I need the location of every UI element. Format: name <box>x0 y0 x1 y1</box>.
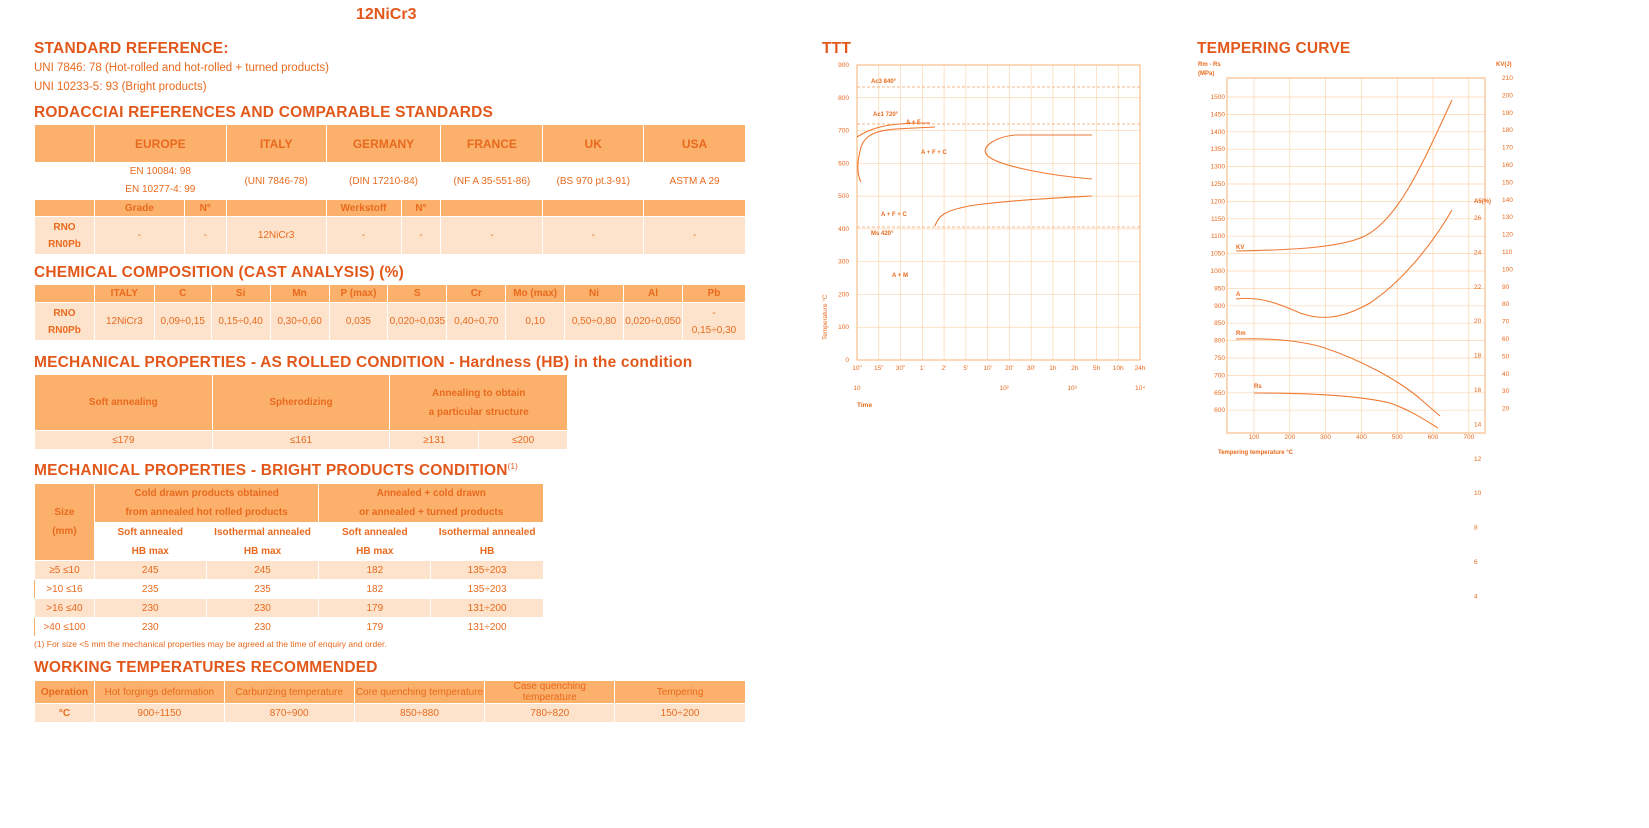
chem-col-s: S <box>388 285 447 303</box>
standard-line-1: UNI 7846: 78 (Hot-rolled and hot-rolled + turned products) <box>34 62 330 74</box>
ttt-ytick: 600 <box>838 160 849 168</box>
rolled-val-spher: ≤161 <box>212 431 390 450</box>
ttt-ylabel: Temperature °C <box>822 294 829 340</box>
sub-n2: N° <box>401 200 441 217</box>
temper-kv-tick: 160 <box>1502 162 1513 169</box>
temper-left-tick: 1300 <box>1210 163 1225 171</box>
ttt-afc2: A + F + C <box>881 212 907 218</box>
working-col-temper: Tempering <box>615 681 746 704</box>
temper-left-tick: 1450 <box>1210 111 1225 119</box>
ttt-heading: TTT <box>822 40 852 57</box>
temper-left-tick: 1000 <box>1210 268 1225 275</box>
working-val-temper: 150÷200 <box>615 704 746 723</box>
country-italy: ITALY <box>226 125 326 163</box>
ttt-af: A + F <box>906 120 921 126</box>
ttt-xtick: 30" <box>895 365 906 372</box>
chem-val-mo: 0,10 <box>506 303 565 341</box>
temper-x-tick: 300 <box>1320 434 1332 441</box>
temper-kv-tick: 70 <box>1502 318 1510 326</box>
temper-left-tick: 1250 <box>1210 181 1225 188</box>
ttt-am: A + M <box>892 273 908 279</box>
ref-uk: - <box>543 217 644 255</box>
bright-col-soft-2: Soft annealed <box>319 523 431 542</box>
temper-kv-tick: 60 <box>1502 336 1510 343</box>
ref-france: - <box>441 217 543 255</box>
country-europe: EUROPE <box>94 125 226 163</box>
temper-kv-tick: 210 <box>1502 75 1513 82</box>
doc-title: 12NiCr3 <box>356 6 417 23</box>
ttt-xtick: 30' <box>1026 365 1036 372</box>
temper-left-label: Rm - Rs <box>1198 62 1221 68</box>
ref-usa: - <box>644 217 746 255</box>
temper-a-tick: 20 <box>1474 318 1482 326</box>
temper-left-tick: 900 <box>1214 302 1225 310</box>
ttt-xtick: 10' <box>983 365 992 372</box>
refs-heading: RODACCIAI REFERENCES AND COMPARABLE STANDARDS <box>34 104 494 121</box>
chem-row-rno: RNO <box>53 307 76 319</box>
temper-left-tick: 1150 <box>1211 215 1225 223</box>
temper-kv-tick: 30 <box>1502 388 1510 396</box>
bright-unit-1: HB max <box>94 542 206 561</box>
standard-heading: STANDARD REFERENCE: <box>34 40 229 57</box>
temper-right-label: KV(J) <box>1496 62 1512 68</box>
temper-kv-tick: 50 <box>1502 353 1510 361</box>
bright-footnote: (1) For size <5 mm the mechanical properties may be agreed at the time of enquiry and order. <box>34 639 387 649</box>
chem-val-si: 0,15÷0,40 <box>211 303 270 341</box>
mech-rolled-heading: MECHANICAL PROPERTIES - AS ROLLED CONDITION - Hardness (HB) in the condition <box>34 354 693 371</box>
ttt-xtick: 1h <box>1049 365 1057 372</box>
ttt-ytick: 300 <box>838 258 849 266</box>
country-france: FRANCE <box>441 125 543 163</box>
temper-kv-tick: 80 <box>1502 301 1510 309</box>
temper-kv-tick: 170 <box>1502 144 1513 152</box>
ttt-xtick-exp: 10⁴ <box>1134 385 1146 392</box>
temper-left-tick: 950 <box>1214 285 1225 293</box>
ref-row-rno: RNO <box>53 221 76 233</box>
ttt-xtick: 15" <box>873 365 884 372</box>
temper-kv-tick: 190 <box>1502 109 1513 117</box>
working-heading: WORKING TEMPERATURES RECOMMENDED <box>34 659 378 676</box>
bright-cold-1: Cold drawn products obtained <box>134 488 279 499</box>
ttt-ytick: 100 <box>838 324 849 332</box>
working-col-case: Case quenching temperature <box>485 681 615 704</box>
temper-left-tick: 650 <box>1214 389 1225 397</box>
chem-col-al: Al <box>624 285 683 303</box>
ttt-xtick: 2h <box>1071 365 1079 372</box>
chem-val-s: 0,020÷0,035 <box>388 303 447 341</box>
temper-a-tick: 6 <box>1474 559 1478 566</box>
bright-unit-2: HB max <box>206 542 319 561</box>
temper-diagram <box>1190 58 1530 601</box>
working-col-carb: Carburizing temperature <box>224 681 354 704</box>
std-italy: (UNI 7846-78) <box>226 163 326 200</box>
temper-a-tick: 22 <box>1474 283 1482 291</box>
ttt-xlabel: Time <box>857 402 873 409</box>
country-uk: UK <box>543 125 644 163</box>
ttt-ac3: Ac3 840° <box>871 79 897 85</box>
sub-grade: Grade <box>94 200 184 217</box>
rolled-col-spher: Spherodizing <box>212 375 390 431</box>
temper-a-tick: 26 <box>1474 215 1482 222</box>
ttt-xtick: 24h <box>1134 365 1146 372</box>
temper-x-tick: 700 <box>1463 434 1475 441</box>
ttt-xtick-exp: 10 <box>853 385 861 392</box>
ttt-ytick: 400 <box>838 225 849 233</box>
temper-kv-tick: 20 <box>1502 405 1510 413</box>
ttt-ac1: Ac1 720° <box>873 112 899 118</box>
std-usa: ASTM A 29 <box>644 163 746 200</box>
ttt-xtick: 5' <box>963 365 969 372</box>
refs-table <box>34 124 746 255</box>
working-val-hot: 900÷1150 <box>94 704 224 723</box>
rolled-val-soft: ≤179 <box>35 431 213 450</box>
bright-cold-2: from annealed hot rolled products <box>125 507 288 518</box>
temper-x-tick: 500 <box>1391 434 1403 441</box>
chem-col-cr: Cr <box>447 285 506 303</box>
chem-val-mn: 0,30÷0,60 <box>270 303 329 341</box>
chem-val-pb-rno: - <box>712 307 716 319</box>
ref-werkstoff: - <box>326 217 401 255</box>
bright-anneal-1: Annealed + cold drawn <box>376 488 486 499</box>
table-row: ≥5 ≤10 245 245 182 135÷203 <box>35 561 544 580</box>
working-val-case: 780÷820 <box>485 704 615 723</box>
temper-a-tick: 16 <box>1474 387 1482 394</box>
temper-x-tick: 100 <box>1248 434 1260 441</box>
temper-kv-tick: 40 <box>1502 370 1510 378</box>
ttt-afc: A + F + C <box>921 150 947 156</box>
std-germany: (DIN 17210-84) <box>326 163 441 200</box>
ref-grade: - <box>94 217 184 255</box>
ttt-ytick: 700 <box>838 127 849 135</box>
country-usa: USA <box>644 125 746 163</box>
chem-col-pb: Pb <box>682 285 745 303</box>
table-row: >16 ≤40 230 230 179 131÷200 <box>35 599 544 618</box>
std-france: (NF A 35-551-86) <box>441 163 543 200</box>
bright-col-soft-1: Soft annealed <box>94 523 206 542</box>
working-table <box>34 680 746 723</box>
temper-x-tick: 600 <box>1427 434 1439 441</box>
mech-rolled-table <box>34 374 568 450</box>
temper-kv-tick: 130 <box>1502 214 1513 222</box>
temper-a-tick: 4 <box>1474 593 1478 601</box>
temper-kv-tick: 150 <box>1502 179 1513 187</box>
ttt-xtick: 20' <box>1005 365 1014 372</box>
temper-left-tick: 1050 <box>1210 250 1225 258</box>
temper-kv-tick: 110 <box>1502 249 1513 256</box>
ttt-xtick-exp: 10² <box>999 385 1009 392</box>
country-germany: GERMANY <box>326 125 441 163</box>
temper-kv-tick: 90 <box>1502 283 1510 291</box>
chem-col-si: Si <box>211 285 270 303</box>
bright-size-unit: (mm) <box>52 526 77 537</box>
chem-col-c: C <box>154 285 211 303</box>
temper-a-tick: 10 <box>1474 490 1482 498</box>
temper-kv: KV <box>1236 245 1245 251</box>
rolled-val-anneal-min: ≥131 <box>390 431 479 450</box>
temper-heading: TEMPERING CURVE <box>1197 40 1351 57</box>
chem-val-ni: 0,50÷0,80 <box>565 303 624 341</box>
working-col-hot: Hot forgings deformation <box>94 681 224 704</box>
ttt-ytick: 200 <box>838 291 849 299</box>
ttt-ytick: 0 <box>845 357 849 364</box>
temper-kv-tick: 120 <box>1502 231 1513 239</box>
standard-line-2: UNI 10233-5: 93 (Bright products) <box>34 81 207 93</box>
temper-a-tick: 24 <box>1474 249 1482 257</box>
sub-werkstoff: Werkstoff <box>326 200 401 217</box>
working-col-core: Core quenching temperature <box>354 681 485 704</box>
chem-val-cr: 0,40÷0,70 <box>447 303 506 341</box>
bright-unit-3: HB max <box>319 542 431 561</box>
working-col-operation: Operation <box>35 681 95 704</box>
chem-col-p: P (max) <box>329 285 388 303</box>
chem-col-italy: ITALY <box>94 285 154 303</box>
ttt-xtick: 2' <box>941 365 947 372</box>
chem-row-rn0pb: RN0Pb <box>48 324 81 336</box>
temper-left-tick: 1350 <box>1210 146 1225 154</box>
temper-a-tick: 18 <box>1474 352 1482 360</box>
temper-left-tick: 1200 <box>1210 198 1225 206</box>
temper-kv-tick: 100 <box>1502 266 1513 274</box>
ttt-xtick: 10h <box>1112 365 1124 372</box>
europe-std-2: EN 10277-4: 99 <box>125 184 196 195</box>
rolled-col-anneal-2: a particular structure <box>428 406 529 418</box>
ttt-diagram <box>815 55 1160 415</box>
ref-n2: - <box>401 217 441 255</box>
temper-kv-tick: 180 <box>1502 127 1513 135</box>
temper-left-tick: 850 <box>1214 320 1225 328</box>
temper-left-unit: (MPa) <box>1198 71 1215 77</box>
rolled-col-soft: Soft annealing <box>35 375 213 431</box>
bright-col-iso-1: Isothermal annealed <box>206 523 319 542</box>
chem-col-mo: Mo (max) <box>506 285 565 303</box>
table-row: >10 ≤16 235 235 182 135÷203 <box>35 580 544 599</box>
temper-a-tick: 8 <box>1474 524 1478 532</box>
ttt-xtick: 5h <box>1092 365 1101 372</box>
working-val-core: 850÷880 <box>354 704 485 723</box>
ttt-xtick: 10" <box>852 365 862 372</box>
temper-left-tick: 800 <box>1214 337 1225 345</box>
chem-val-italy: 12NiCr3 <box>94 303 154 341</box>
ttt-ytick: 500 <box>838 193 849 201</box>
ttt-xtick-exp: 10³ <box>1067 385 1077 392</box>
temper-x-tick: 400 <box>1355 434 1367 441</box>
europe-std-1: EN 10084: 98 <box>129 166 191 177</box>
rolled-col-anneal-1: Annealing to obtain <box>432 387 526 399</box>
chem-val-pb-rn0pb: 0,15÷0,30 <box>691 324 737 336</box>
temper-left-tick: 700 <box>1214 372 1225 380</box>
ref-n1: - <box>184 217 226 255</box>
ttt-ytick: 800 <box>838 94 849 102</box>
rolled-val-anneal-max: ≤200 <box>479 431 568 450</box>
working-val-carb: 870÷900 <box>224 704 354 723</box>
chem-table <box>34 284 746 341</box>
mech-bright-table <box>34 483 544 637</box>
bright-col-iso-2: Isothermal annealed <box>431 523 544 542</box>
chem-heading: CHEMICAL COMPOSITION (CAST ANALYSIS) (%) <box>34 264 404 281</box>
bright-size-label: Size <box>54 507 75 518</box>
temper-xlabel: Tempering temperature °C <box>1218 450 1293 456</box>
temper-x-tick: 200 <box>1284 434 1296 441</box>
ttt-ms: Ms 420° <box>871 231 894 237</box>
bright-anneal-2: or annealed + turned products <box>359 507 504 518</box>
temper-rs: Rs <box>1254 384 1262 390</box>
chem-val-c: 0,09÷0,15 <box>154 303 211 341</box>
temper-a-label: A5(%) <box>1474 199 1492 205</box>
chem-col-ni: Ni <box>565 285 624 303</box>
sub-n1: N° <box>184 200 226 217</box>
temper-left-tick: 1400 <box>1210 128 1225 136</box>
temper-left-tick: 1100 <box>1211 233 1225 241</box>
chem-val-p: 0,035 <box>329 303 388 341</box>
chem-val-al: 0,020÷0,050 <box>624 303 683 341</box>
temper-left-tick: 600 <box>1214 407 1225 415</box>
temper-a-tick: 12 <box>1474 455 1482 463</box>
mech-bright-heading: MECHANICAL PROPERTIES - BRIGHT PRODUCTS CONDITION$^{(1)}$ <box>34 462 519 480</box>
ttt-ytick: 900 <box>838 62 849 69</box>
ref-italy: 12NiCr3 <box>226 217 326 255</box>
std-uk: (BS 970 pt.3-91) <box>543 163 644 200</box>
temper-a-tick: 14 <box>1474 421 1482 429</box>
temper-rm: Rm <box>1236 331 1246 337</box>
table-row: >40 ≤100 230 230 179 131÷200 <box>35 618 544 637</box>
temper-kv-tick: 200 <box>1502 92 1513 100</box>
ref-row-rn0pb: RN0Pb <box>48 238 81 250</box>
ttt-xtick: 1' <box>919 365 925 372</box>
temper-left-tick: 750 <box>1214 355 1225 362</box>
working-val-unit: °C <box>35 704 95 723</box>
temper-a: A <box>1236 292 1241 298</box>
chem-col-mn: Mn <box>270 285 329 303</box>
bright-unit-4: HB <box>431 542 544 561</box>
temper-kv-tick: 140 <box>1502 196 1513 204</box>
temper-left-tick: 1500 <box>1210 94 1225 101</box>
